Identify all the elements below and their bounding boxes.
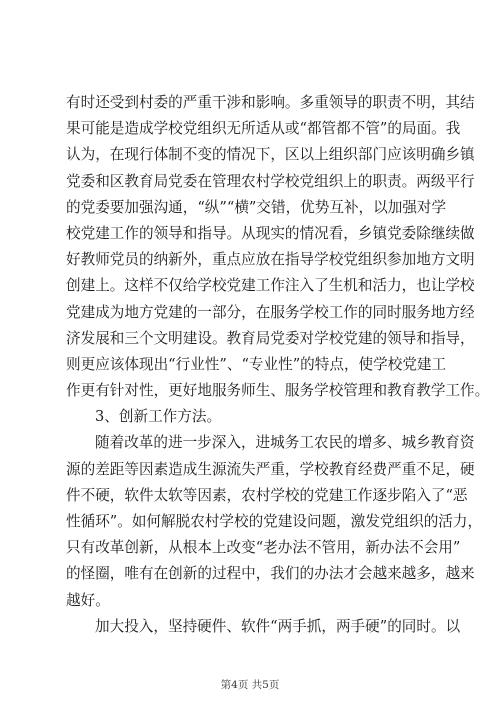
text-line: 创建上。这样不仅给学校党建工作注入了生机和活力，也让学校 bbox=[66, 277, 475, 295]
text-line: 好教师党员的纳新外，重点应放在指导学校党组织参加地方文明 bbox=[66, 251, 475, 269]
page-number-footer: 第4页 共5页 bbox=[220, 679, 280, 691]
text-line: 越好。 bbox=[66, 591, 110, 609]
text-line: 济发展和三个文明建设。教育局党委对学校党建的领导和指导， bbox=[66, 329, 475, 347]
text-line: 件不硬，软件太软等因素，农村学校的党建工作逐步陷入了“恶 bbox=[66, 486, 468, 504]
text-line: 源的差距等因素造成生源流失严重，学校教育经费严重不足，硬 bbox=[66, 460, 475, 478]
text-line: 果可能是造成学校党组织无所适从或“都管都不管”的局面。我 bbox=[66, 120, 461, 138]
text-line: 有时还受到村委的严重干涉和影响。多重领导的职责不明，其结 bbox=[66, 94, 475, 111]
text-line: 认为，在现行体制不变的情况下，区以上组织部门应该明确乡镇 bbox=[66, 146, 475, 164]
text-line: 党委和区教育局党委在管理农村学校党组织上的职责。两级平行 bbox=[66, 172, 475, 190]
document-body bbox=[66, 90, 490, 640]
text-line: 的怪圈，唯有在创新的过程中，我们的办法才会越来越多，越来 bbox=[66, 565, 475, 583]
text-line: 随着改革的进一步深入，进城务工农民的增多、城乡教育资 bbox=[95, 434, 475, 452]
text-line: 作更有针对性，更好地服务师生、服务学校管理和教育教学工作。 bbox=[66, 382, 490, 400]
text-line: 性循环”。如何解脱农村学校的党建设问题，激发党组织的活力， bbox=[66, 513, 483, 530]
text-line: 校党建工作的领导和指导。从现实的情况看，乡镇党委除继续做 bbox=[66, 224, 475, 242]
text-line: 的党委要加强沟通，“纵”“横”交错，优势互补，以加强对学 bbox=[66, 198, 447, 216]
text-line: 加大投入，坚持硬件、软件“两手抓，两手硬”的同时。以 bbox=[95, 617, 461, 635]
section-heading: 3、创新工作方法。 bbox=[95, 408, 222, 426]
text-line: 则更应该体现出“行业性”、“专业性”的特点，使学校党建工 bbox=[66, 355, 447, 373]
text-line: 党建成为地方党建的一部分，在服务学校工作的同时服务地方经 bbox=[66, 303, 475, 321]
text-line: 只有改革创新，从根本上改变“老办法不管用，新办法不会用” bbox=[66, 539, 461, 557]
